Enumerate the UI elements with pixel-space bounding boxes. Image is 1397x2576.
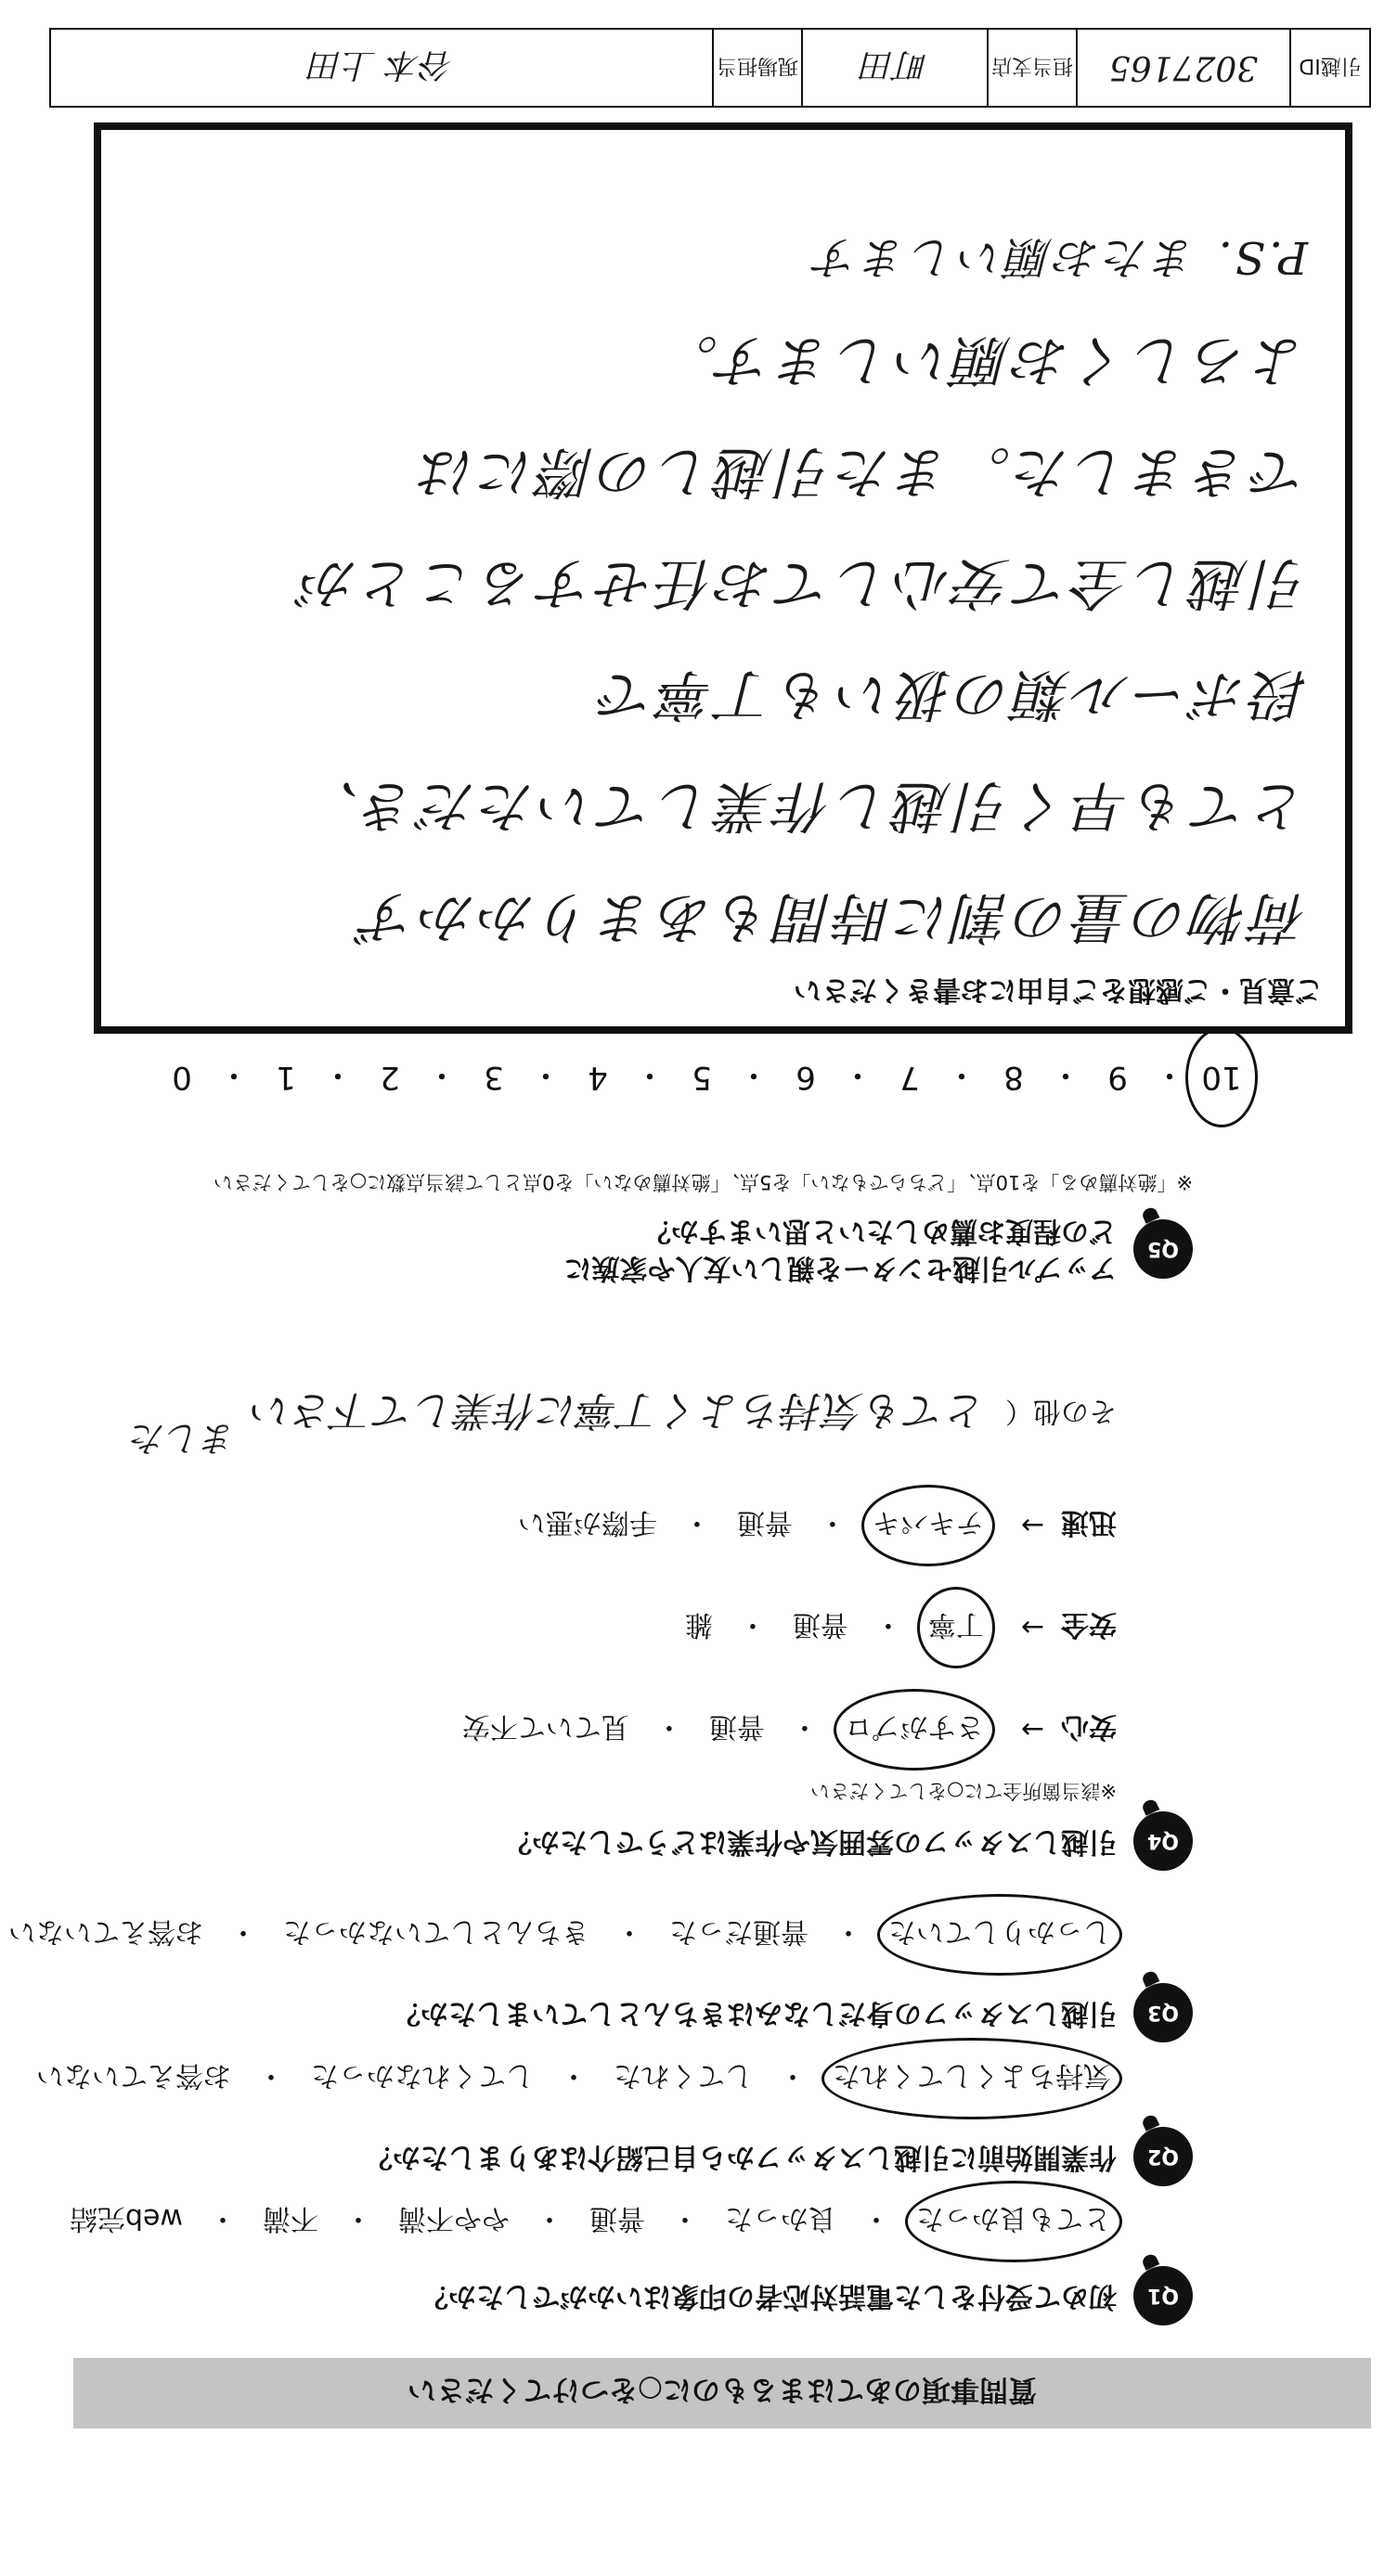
q4-option-selected[interactable]: さすがプロ [839, 1709, 990, 1750]
q1-option[interactable]: 不満 [263, 2202, 318, 2235]
q4-other-handwriting[interactable]: とても気持ちよく丁寧に作業して下さい [252, 1386, 987, 1434]
q2-option[interactable]: してくれた [614, 2059, 753, 2092]
q4-option[interactable]: 普通 [736, 1506, 793, 1539]
q4-row-jinsoku: 迅速 → テキパキ ・ 普通 ・ 手際が悪い [512, 1505, 1117, 1546]
comment-line: よろしくお願いします。 [658, 328, 1308, 393]
question-4-header [504, 1811, 1193, 1871]
question-3-header [393, 1983, 1193, 2042]
q1-option[interactable]: やや不満 [398, 2202, 510, 2235]
q1-option[interactable]: 普通 [589, 2202, 645, 2235]
q5-scale: 10 ・ 9 ・ 8 ・ 7 ・ 6 ・ 5 ・ 4 ・ 3 ・ 2 ・ 1 ・ 0 [155, 1055, 1248, 1101]
id-table [49, 28, 1371, 108]
q5-score[interactable]: 5 [692, 1059, 712, 1097]
q5-badge: Q5 [1133, 1219, 1193, 1279]
q4-text: 引越しスタッフの雰囲気や作業はどうでしたか？ [504, 1825, 1117, 1858]
q3-text: 引越しスタッフの身だしなみはきちんとしていましたか？ [393, 1997, 1117, 2029]
q2-options: 気持ちよくしてくれた ・ してくれた ・ してくれなかった ・ お答えていない [31, 2058, 1117, 2099]
q5-score-selected[interactable]: 10 [1195, 1060, 1248, 1097]
q3-option-selected[interactable]: しっかりしていた [883, 1914, 1117, 1955]
q2-text: 作業開始前に引越しスタッフから自己紹介はありましたか？ [365, 2141, 1117, 2173]
comment-line: 荷物の量の割に時間もあまりかかず [357, 884, 1308, 949]
q2-badge: Q2 [1133, 2127, 1193, 2186]
comment-line: できました。また引越しの際には [417, 439, 1308, 504]
q4-row-anzen: 安全 → 丁寧 ・ 普通 ・ 雑 [679, 1607, 1117, 1648]
q4-option-selected[interactable]: テキパキ [867, 1505, 990, 1546]
q5-score[interactable]: 8 [1003, 1059, 1024, 1097]
q4-option[interactable]: 普通 [708, 1710, 765, 1743]
q4-other-label: その他（ [1005, 1395, 1117, 1427]
q1-text: 初めて受付をした電話対応者の印象はいかがでしたか？ [420, 2280, 1117, 2312]
comment-line: P.S. またお願いします [810, 231, 1308, 283]
q5-score[interactable]: 0 [172, 1059, 192, 1097]
q4-row-anshin: 安心 → さすがプロ ・ 普通 ・ 見ていて不安 [457, 1709, 1117, 1750]
q4-row-label: 迅速 [1061, 1506, 1117, 1539]
q1-option[interactable]: web完結 [69, 2202, 183, 2235]
comments-title: ご意見・ご感想をご自由にお書きください [794, 973, 1323, 1006]
q3-badge: Q3 [1133, 1983, 1193, 2042]
id-value[interactable]: 3027165 [1076, 30, 1289, 106]
q4-option[interactable]: 手際が悪い [517, 1506, 657, 1539]
q5-score[interactable]: 2 [380, 1059, 400, 1097]
q4-note: ※該当箇所全てに○をしてください [810, 1780, 1117, 1802]
q5-text-line1: アップル引越センターを親しい友人や家族に [563, 1252, 1117, 1284]
q2-option[interactable]: お答えていない [36, 2059, 231, 2092]
q5-score[interactable]: 7 [899, 1059, 920, 1097]
id-label: 引越ID [1289, 30, 1369, 106]
instruction-text: 質問事項のあてはまるものに○をつけてください [407, 2373, 1038, 2407]
q4-option[interactable]: 雑 [684, 1608, 713, 1641]
q1-option[interactable]: 良かった [725, 2202, 836, 2235]
q5-score[interactable]: 1 [276, 1059, 296, 1097]
comment-line: 段ボール類の扱いも丁寧で [596, 662, 1308, 727]
q4-other [130, 1385, 1117, 1460]
q2-option-selected[interactable]: 気持ちよくしてくれた [827, 2058, 1117, 2099]
q4-other-handwriting-2: ました [130, 1418, 237, 1460]
question-2-header [365, 2127, 1193, 2186]
q5-score[interactable]: 6 [796, 1059, 816, 1097]
branch-label: 担当支店 [987, 30, 1076, 106]
q1-option-selected[interactable]: とても良かった [911, 2201, 1117, 2242]
q4-option-selected[interactable]: 丁寧 [923, 1607, 990, 1648]
q3-option[interactable]: お答えていない [8, 1915, 203, 1948]
instruction-banner [73, 2358, 1371, 2428]
q4-badge: Q4 [1133, 1811, 1193, 1871]
q5-score[interactable]: 4 [588, 1059, 608, 1097]
comment-line: 引越し全て安心してお任せすることが [298, 550, 1308, 615]
leader-value[interactable]: 谷本 上田 [309, 45, 454, 84]
comments-box[interactable] [94, 122, 1352, 1034]
q3-option[interactable]: 普通だった [669, 1915, 808, 1948]
q2-option[interactable]: してくれなかった [311, 2059, 534, 2092]
q5-note: ※「絶対薦める」を10点、「どちらでもない」を5点、「絶対薦めない」を0点として該当点数に○をしてください [213, 1171, 1193, 1193]
branch-value[interactable]: 町田 [801, 30, 987, 106]
question-1-header [420, 2266, 1193, 2325]
leader-label: 現場担当 [712, 30, 801, 106]
q4-option[interactable]: 普通 [792, 1608, 848, 1641]
q3-options: しっかりしていた ・ 普通だった ・ きちんとしていなかった ・ お答えていない [3, 1914, 1117, 1955]
q5-score[interactable]: 3 [484, 1059, 504, 1097]
q5-score[interactable]: 9 [1107, 1059, 1128, 1097]
q1-badge: Q1 [1133, 2266, 1193, 2325]
q4-row-label: 安心 [1061, 1710, 1117, 1743]
q5-text-line2: どの程度お薦めしたいと思いますか？ [643, 1215, 1117, 1247]
q1-options: とても良かった ・ 良かった ・ 普通 ・ やや不満 ・ 不満 ・ web完結 [64, 2201, 1117, 2242]
q3-option[interactable]: きちんとしていなかった [283, 1915, 589, 1948]
question-5-header [564, 1212, 1194, 1286]
q4-row-label: 安全 [1061, 1608, 1117, 1641]
comment-line: とても早く引越し作業していただき、 [300, 773, 1308, 838]
q4-option[interactable]: 見ていて不安 [461, 1710, 629, 1743]
